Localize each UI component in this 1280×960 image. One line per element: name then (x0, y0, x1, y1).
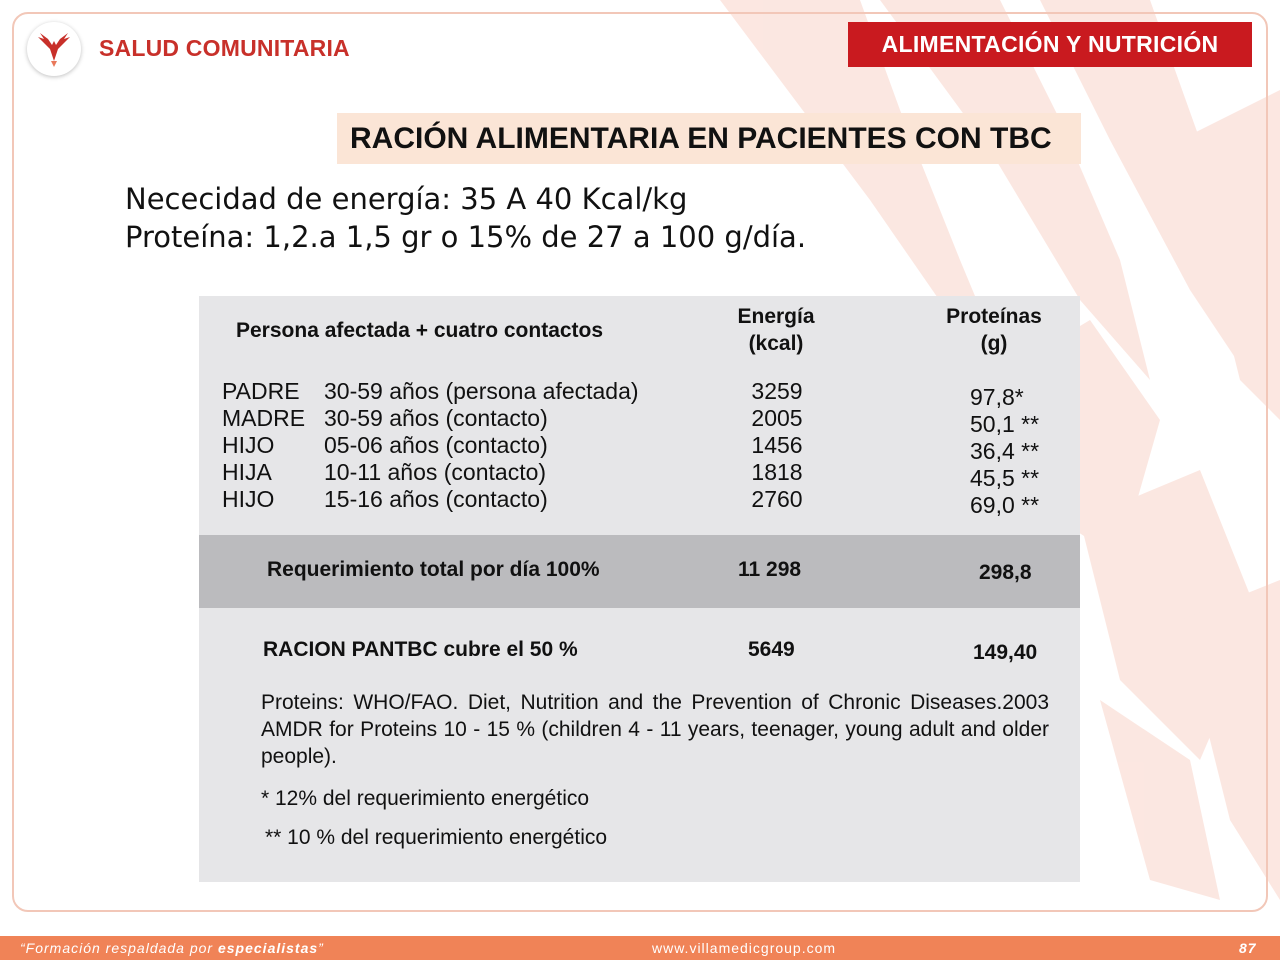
protein-requirement-line: Proteína: 1,2.a 1,5 gr o 15% de 27 a 100 g/día. (125, 220, 807, 254)
footnote-single-star: * 12% del requerimiento energético (261, 787, 590, 810)
total-protein: 298,8 (979, 561, 1032, 584)
protein-cell: 69,0 ** (970, 492, 1040, 518)
ration-energy: 5649 (748, 638, 795, 661)
energy-cell: 2005 (751, 405, 803, 431)
energy-cell: 2760 (751, 486, 803, 512)
person-desc: 10-11 años (contacto) (324, 459, 547, 485)
total-label: Requerimiento total por día 100% (267, 558, 600, 581)
protein-cell: 97,8* (970, 384, 1024, 410)
ration-table (199, 296, 1080, 882)
protein-cell: 50,1 ** (970, 411, 1040, 437)
table-row (222, 378, 639, 405)
energy-cell: 3259 (751, 378, 803, 404)
footer-bar (0, 936, 1280, 960)
column-header-protein: Proteínas (g) (946, 305, 1042, 355)
topic-banner: ALIMENTACIÓN Y NUTRICIÓN (848, 22, 1252, 67)
person-desc: 30-59 años (contacto) (324, 405, 548, 431)
person-role: HIJO (222, 486, 275, 512)
energy-cell: 1818 (751, 459, 803, 485)
person-role: MADRE (222, 405, 306, 431)
total-row (199, 535, 1080, 608)
brand-name: SALUD COMUNITARIA (99, 35, 350, 61)
slide-title: RACIÓN ALIMENTARIA EN PACIENTES CON TBC (337, 113, 1081, 164)
lead-text (125, 180, 806, 256)
ration-label: RACION PANTBC cubre el 50 % (263, 638, 578, 661)
table-row (222, 432, 639, 459)
table-row (222, 486, 639, 513)
footnote-double-star: ** 10 % del requerimiento energético (265, 826, 608, 849)
column-header-group: Persona afectada + cuatro contactos (236, 319, 604, 342)
person-desc: 30-59 años (persona afectada) (324, 378, 639, 404)
total-energy: 11 298 (738, 558, 802, 581)
person-desc: 05-06 años (contacto) (324, 432, 548, 458)
person-role: PADRE (222, 378, 300, 404)
footer-website-link[interactable]: www.villamedicgroup.com (652, 940, 837, 956)
protein-values (970, 384, 1039, 519)
footer-tagline: “Formación respaldada por especialistas” (20, 940, 324, 956)
energy-values (742, 378, 812, 513)
source-note: Proteins: WHO/FAO. Diet, Nutrition and the Prevention of Chronic Diseases.2003 AMDR for Proteins 10 - 15 % (children 4 - 11 years, teenager, young adult and older people). (261, 691, 1049, 768)
page-number: 87 (1239, 940, 1257, 956)
person-role: HIJO (222, 432, 275, 458)
energy-cell: 1456 (751, 432, 803, 458)
table-row (222, 405, 639, 432)
ration-protein: 149,40 (973, 641, 1038, 664)
energy-requirement-line: Nececidad de energía: 35 A 40 Kcal/kg (125, 182, 688, 216)
protein-cell: 36,4 ** (970, 438, 1040, 464)
person-role: HIJA (222, 459, 272, 485)
person-desc: 15-16 años (contacto) (324, 486, 548, 512)
table-row (222, 459, 639, 486)
person-rows (222, 378, 639, 513)
phoenix-logo-icon (27, 22, 81, 76)
column-header-energy: Energía (kcal) (737, 305, 815, 355)
protein-cell: 45,5 ** (970, 465, 1040, 491)
